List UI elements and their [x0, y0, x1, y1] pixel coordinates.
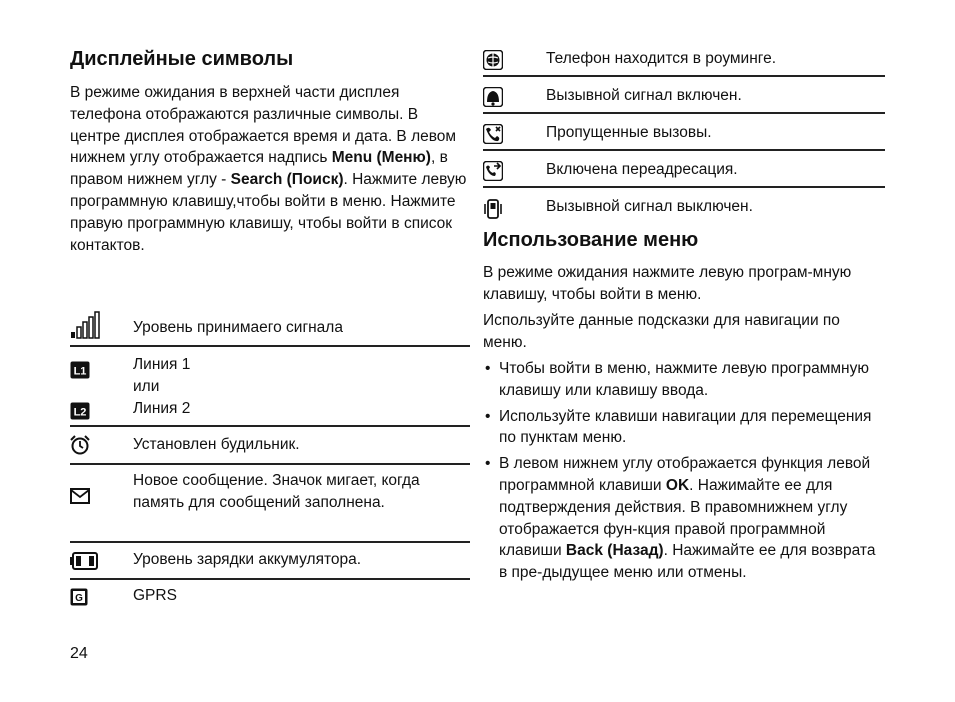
list-item: • В левом нижнем углу отображается функция левой программной клавиши OK. Нажимайте ее для подтверждения действия. В правомнижнем углу отображается фун-кция правой программной клавиши Back (Назад). Нажимайте ее для возврата в пре-дыдущее меню или отмены. [483, 453, 885, 584]
symbol-description: Уровень принимаего сигнала [133, 319, 343, 336]
ok-label: OK [665, 476, 690, 494]
symbols-table [70, 308, 470, 610]
table-row [70, 308, 470, 347]
table-row [70, 580, 470, 610]
back-label: Back (Назад) [565, 542, 664, 560]
symbol-description: Уровень зарядки аккумулятора. [133, 551, 362, 568]
line-2-icon [70, 402, 90, 425]
svg-text:L1: L1 [73, 365, 87, 378]
list-item: • Используйте клавиши навигации для перемещения по пунктам меню. [483, 406, 885, 450]
page-number: 24 [70, 645, 88, 662]
call-forward-icon [483, 161, 503, 186]
section-heading-display-symbols: Дисплейные символы [70, 48, 294, 70]
symbol-description: Телефон находится в роуминге. [546, 50, 777, 67]
svg-text:L2: L2 [73, 406, 87, 419]
symbol-description: Вызывной сигнал выключен. [546, 198, 753, 215]
table-row [483, 188, 885, 223]
menu-tips-list [483, 358, 885, 588]
menu-label: Menu (Меню) [331, 149, 431, 167]
signal-icon [70, 310, 102, 345]
missed-calls-icon [483, 124, 503, 149]
line-1-icon [70, 361, 90, 384]
table-row [70, 347, 470, 427]
alarm-icon [70, 435, 90, 460]
symbol-description: Пропущенные вызовы. [546, 124, 712, 141]
symbol-description: Линия 1 или Линия 2 [133, 356, 191, 417]
table-row [483, 77, 885, 114]
battery-icon [70, 552, 98, 575]
table-row [70, 543, 470, 580]
symbol-description: Вызывной сигнал включен. [546, 87, 742, 104]
symbol-description: Новое сообщение. Значок мигает, когда память для сообщений заполнена. [133, 472, 420, 511]
table-row [483, 151, 885, 188]
gprs-icon [70, 588, 88, 611]
menu-paragraph-1: В режиме ожидания нажмите левую програм-мную клавишу, чтобы войти в меню. [483, 264, 852, 303]
table-row [70, 427, 470, 465]
table-row [70, 465, 470, 543]
symbol-description: Установлен будильник. [133, 436, 300, 453]
symbol-description: GPRS [133, 587, 177, 604]
ringer-on-icon [483, 87, 503, 112]
menu-paragraph-2: Используйте данные подсказки для навигации по меню. [483, 312, 840, 351]
table-row [483, 114, 885, 151]
message-icon [70, 488, 90, 509]
svg-text:G: G [75, 593, 83, 604]
table-row [483, 40, 885, 77]
symbols-table-continued [483, 40, 885, 223]
roaming-icon [483, 50, 503, 75]
search-label: Search (Поиск) [230, 171, 344, 189]
ringer-off-icon [483, 198, 503, 225]
section-heading-using-menu: Использование меню [483, 229, 699, 251]
list-item: • Чтобы войти в меню, нажмите левую программную клавишу или клавишу ввода. [483, 358, 885, 402]
symbol-description: Включена переадресация. [546, 161, 738, 178]
intro-paragraph: В режиме ожидания в верхней части дисплея телефона отображаются различные символы. В центре дисплея отображается время и дата. В левом нижнем углу отображается надпись Menu (Меню), в правом нижнем углу - Search (Поиск). Нажмите левую программную клавишу,чтобы войти в меню. Нажмите правую программную клавишу, чтобы войти в список контактов. [70, 84, 467, 254]
